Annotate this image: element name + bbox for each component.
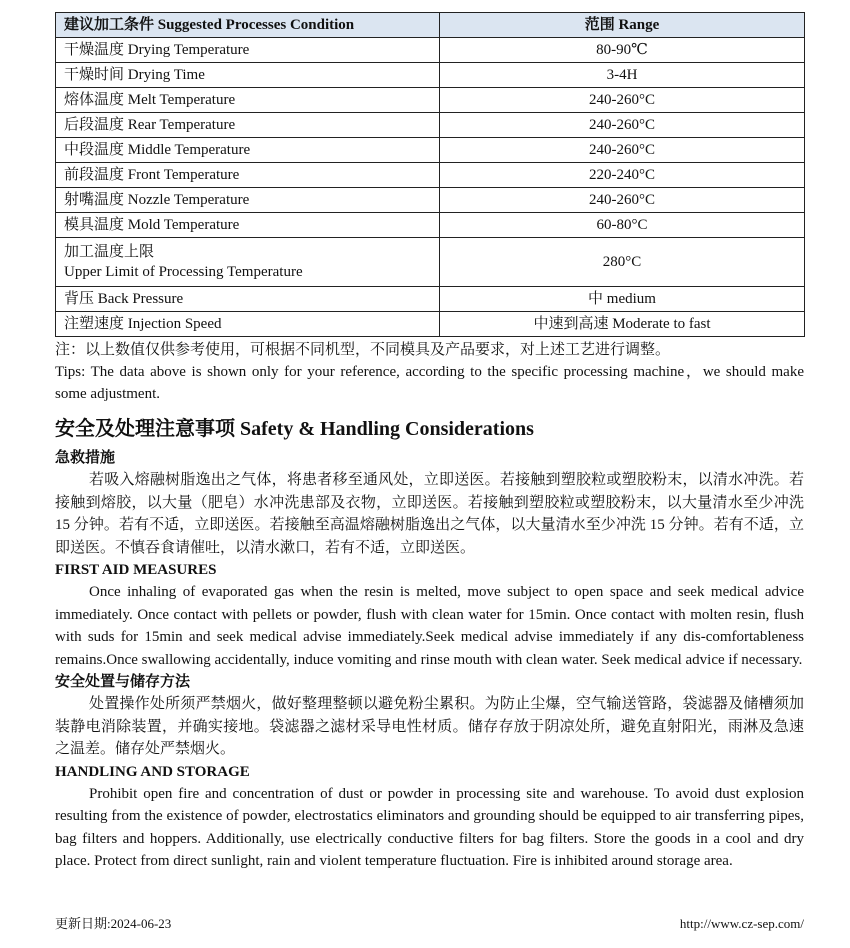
range-cell: 3-4H — [440, 63, 805, 88]
condition-cell: 注塑速度 Injection Speed — [56, 312, 440, 337]
range-cell: 中 medium — [440, 287, 805, 312]
table-row — [56, 238, 805, 287]
table-header-row — [56, 13, 805, 38]
range-cell: 280°C — [440, 238, 805, 287]
condition-cell: 后段温度 Rear Temperature — [56, 113, 440, 138]
range-column-header: 范围 Range — [440, 13, 805, 38]
condition-cell — [56, 238, 440, 287]
safety-section-title: 安全及处理注意事项 Safety & Handling Considerations — [55, 418, 534, 440]
condition-cell: 模具温度 Mold Temperature — [56, 213, 440, 238]
first-aid-cn-paragraph: 若吸入熔融树脂逸出之气体，将患者移至通风处，立即送医。若接触到塑胶粒或塑胶粉末，以清水冲洗。若接触到熔胶，以大量（肥皂）水冲洗患部及衣物，立即送医。若接触到塑胶粒或塑胶粉末，以大量清水至少冲洗 15 分钟。若有不适，立即送医。若接触至高温熔融树脂逸出之气体，以大量清水至少冲洗 15 分钟。若有不适，立即送医。不慎吞食请催吐，以清水漱口，若有不适，立即送医。 — [55, 472, 804, 556]
table-row — [56, 312, 805, 337]
condition-cell: 射嘴温度 Nozzle Temperature — [56, 188, 440, 213]
tips-english: Tips: The data above is shown only for your reference, according to the specific processing machine，we should make some adjustment. — [55, 364, 804, 402]
handling-en-paragraph: Prohibit open fire and concentration of dust or powder in processing site and warehouse. To avoid dust explosion resulting from the existence of powder, electrostatics eliminators and grounding should be equipped to air transferring pipes, bag filters and hoppers. Additionally, use electrically conductive filters for bag filters. Store the goods in a cool and dry place. Protect from direct sunlight, rain and violent temperature fluctuation. Fire is inhibited around storage area. — [55, 785, 804, 869]
website-url: http://www.cz-sep.com/ — [679, 916, 804, 931]
range-cell: 240-260°C — [440, 188, 805, 213]
condition-cell: 前段温度 Front Temperature — [56, 163, 440, 188]
first-aid-cn-heading: 急救措施 — [55, 450, 116, 466]
condition-cell: 背压 Back Pressure — [56, 287, 440, 312]
update-date: 更新日期:2024-06-23 — [55, 916, 172, 931]
table-row — [56, 38, 805, 63]
table-row — [56, 113, 805, 138]
condition-cell: 干燥温度 Drying Temperature — [56, 38, 440, 63]
range-cell: 80-90℃ — [440, 38, 805, 63]
table-row — [56, 138, 805, 163]
range-cell: 240-260°C — [440, 88, 805, 113]
condition-line-cn: 加工温度上限 — [64, 244, 155, 260]
table-row — [56, 63, 805, 88]
handling-cn-paragraph: 处置操作处所须严禁烟火，做好整理整顿以避免粉尘累积。为防止尘爆，空气输送管路，袋滤器及储槽须加装静电消除装置，并确实接地。袋滤器之滤材采导电性材质。储存存放于阴凉处所，避免直射阳光，雨淋及急速之温差。储存处严禁烟火。 — [55, 696, 804, 757]
handling-en-heading: HANDLING AND STORAGE — [55, 763, 250, 780]
document-body — [55, 12, 804, 873]
table-row — [56, 188, 805, 213]
first-aid-en-paragraph: Once inhaling of evaporated gas when the resin is melted, move subject to open space and seek medical advice immediately. Once contact with pellets or powder, flush with clean water for 15min. Once contact with molten resin, flush with suds for 15min and seek medical advise immediately.Seek medical advise immediately if any dis-comfortableness remains.Once swallowing accidentally, induce vomiting and rinse mouth with clean water. Seek medical advice if necessary. — [55, 584, 804, 668]
condition-cell: 熔体温度 Melt Temperature — [56, 88, 440, 113]
condition-column-header: 建议加工条件 Suggested Processes Condition — [56, 13, 440, 38]
range-cell: 60-80°C — [440, 213, 805, 238]
table-row — [56, 287, 805, 312]
condition-cell: 中段温度 Middle Temperature — [56, 138, 440, 163]
handling-cn-heading: 安全处置与储存方法 — [55, 674, 191, 690]
range-cell: 220-240°C — [440, 163, 805, 188]
range-cell: 240-260°C — [440, 113, 805, 138]
page-footer — [55, 915, 804, 933]
table-row — [56, 163, 805, 188]
table-row — [56, 88, 805, 113]
first-aid-en-heading: FIRST AID MEASURES — [55, 562, 217, 578]
note-chinese: 注：以上数值仅供参考使用，可根据不同机型，不同模具及产品要求，对上述工艺进行调整。 — [55, 342, 671, 358]
processing-conditions-table — [55, 12, 805, 337]
range-cell: 240-260°C — [440, 138, 805, 163]
condition-cell: 干燥时间 Drying Time — [56, 63, 440, 88]
condition-line-en: Upper Limit of Processing Temperature — [64, 264, 303, 280]
range-cell: 中速到高速 Moderate to fast — [440, 312, 805, 337]
table-row — [56, 213, 805, 238]
